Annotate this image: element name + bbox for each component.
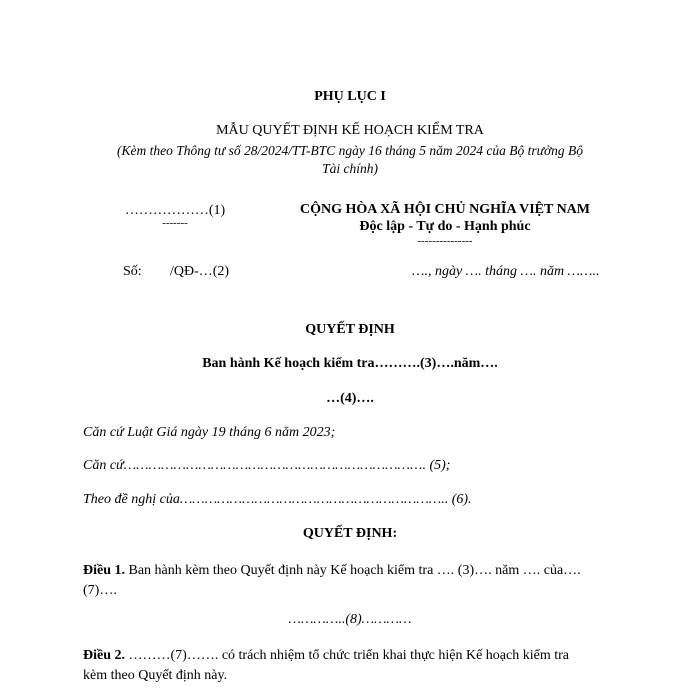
article-2-text: ………(7)……. có trách nhiệm tổ chức triển khai thực hiện Kế hoạch kiểm tra — [125, 648, 569, 663]
article-1-label: Điều 1. — [83, 563, 125, 578]
article-1-center-line: …………..(8)………… — [288, 612, 412, 627]
article-2-text-continued: kèm theo Quyết định này. — [83, 668, 228, 683]
decision-subject: Ban hành Kế hoạch kiểm tra……….(3)….năm…. — [202, 356, 498, 371]
national-motto: Độc lập - Tự do - Hạnh phúc — [359, 219, 531, 234]
article-1-text: Ban hành kèm theo Quyết định này Kế hoạch kiểm tra …. (3)…. năm …. của…. — [125, 563, 581, 578]
issuing-agency: ………………(1) — [124, 203, 226, 218]
decision-number-value: /QĐ-…(2) — [170, 264, 230, 279]
article-2-label: Điều 2. — [83, 648, 125, 663]
legal-basis-1: Căn cứ Luật Giá ngày 19 tháng 6 năm 2023; — [83, 425, 336, 440]
decides-heading: QUYẾT ĐỊNH: — [302, 526, 398, 541]
article-1-text-continued: (7)…. — [83, 583, 117, 598]
decision-number-label: Số: — [123, 264, 142, 279]
article-1 — [83, 561, 608, 601]
place-date: …., ngày …. tháng …. năm …….. — [412, 264, 600, 279]
form-title: MẪU QUYẾT ĐỊNH KẾ HOẠCH KIỂM TRA — [216, 123, 484, 138]
motto-rule: --------------- — [417, 235, 473, 247]
agency-rule: ------- — [162, 217, 188, 229]
appendix-note-line2: Tài chính) — [322, 161, 378, 176]
legal-basis-2: Căn cứ………………………………………………………………. (5); — [83, 458, 451, 473]
decision-heading: QUYẾT ĐỊNH — [305, 322, 395, 337]
nation-name: CỘNG HÒA XÃ HỘI CHỦ NGHĨA VIỆT NAM — [299, 202, 590, 217]
appendix-title: PHỤ LỤC I — [314, 89, 386, 104]
appendix-note-line1: (Kèm theo Thông tư số 28/2024/TT-BTC ngày 16 tháng 5 năm 2024 của Bộ trưởng Bộ — [116, 143, 584, 158]
legal-basis-3: Theo đề nghị của……………………………………………………….. (6). — [83, 492, 472, 507]
article-2 — [83, 646, 608, 686]
decision-issuer: …(4)…. — [326, 391, 374, 406]
